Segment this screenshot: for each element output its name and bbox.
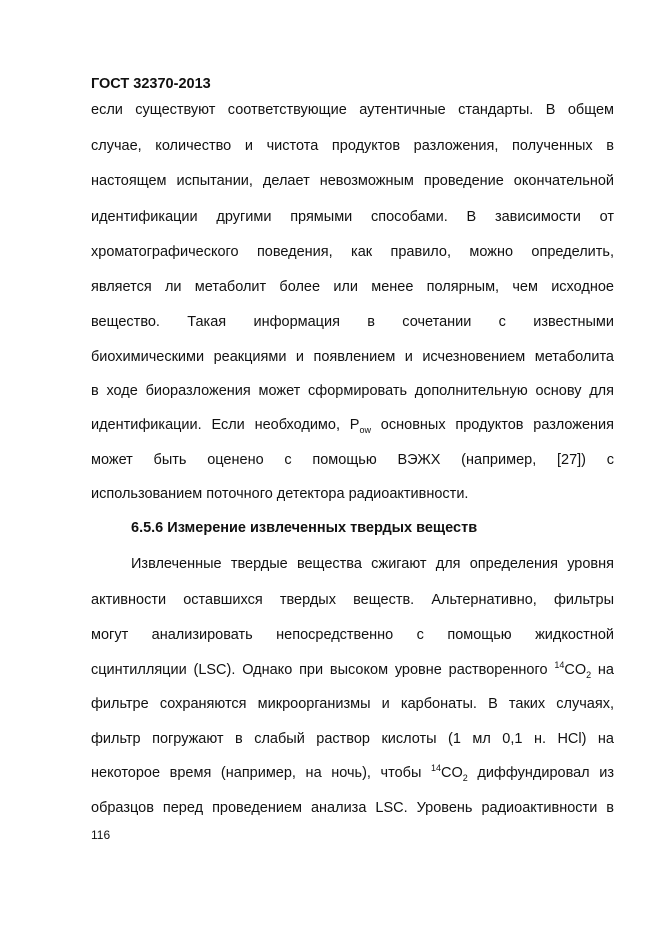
text-line: биохимическими реакциями и появлением и исчезновением метаболита [91, 349, 614, 365]
page-number: 116 [91, 828, 111, 842]
text-line: Извлеченные твердые вещества сжигают для определения уровня [131, 556, 614, 572]
text-line: активности оставшихся твердых веществ. Альтернативно, фильтры [91, 592, 614, 608]
text-line [91, 764, 614, 782]
text-run: идентификации. Если необходимо, P [91, 417, 360, 433]
text-run: CO [441, 765, 463, 781]
superscript-14: 14 [430, 763, 441, 774]
standard-header: ГОСТ 32370-2013 [91, 76, 211, 92]
text-line: настоящем испытании, делает невозможным проведение окончательной [91, 173, 614, 189]
text-run: основных продуктов разложения [371, 417, 614, 433]
text-line: если существуют соответствующие аутентичные стандарты. В общем [91, 102, 614, 118]
superscript-14: 14 [554, 660, 565, 671]
text-run: диффундировал из [467, 765, 614, 781]
text-run: CO [564, 662, 587, 678]
text-line: хроматографического поведения, как правило, можно определить, [91, 244, 614, 260]
text-line [91, 416, 614, 434]
subscript-ow: ow [359, 424, 371, 435]
text-line: вещество. Такая информация в сочетании с известными [91, 314, 614, 330]
text-line: использованием поточного детектора радиоактивности. [91, 486, 469, 502]
text-line: могут анализировать непосредственно с помощью жидкостной [91, 627, 614, 643]
text-run: некоторое время (например, на ночь), чтобы [91, 765, 431, 781]
subscript-2: 2 [586, 669, 592, 680]
text-line [91, 661, 614, 679]
text-run: сцинтилляции (LSC). Однако при высоком уровне растворенного [91, 662, 555, 678]
text-line: является ли метаболит более или менее полярным, чем исходное [91, 279, 614, 295]
text-line: идентификации другими прямыми способами. В зависимости от [91, 209, 614, 225]
text-line: может быть оценено с помощью ВЭЖХ (например, [27]) с [91, 452, 614, 468]
text-line: образцов перед проведением анализа LSC. Уровень радиоактивности в [91, 800, 614, 816]
text-line: в ходе биоразложения может сформировать дополнительную основу для [91, 383, 614, 399]
section-heading: 6.5.6 Измерение извлеченных твердых веществ [131, 520, 478, 536]
subscript-2: 2 [462, 772, 468, 783]
text-line: фильтре сохраняются микроорганизмы и карбонаты. В таких случаях, [91, 696, 614, 712]
text-line: фильтр погружают в слабый раствор кислоты (1 мл 0,1 н. HCl) на [91, 731, 614, 747]
text-line: случае, количество и чистота продуктов разложения, полученных в [91, 138, 614, 154]
text-run: на [591, 662, 614, 678]
